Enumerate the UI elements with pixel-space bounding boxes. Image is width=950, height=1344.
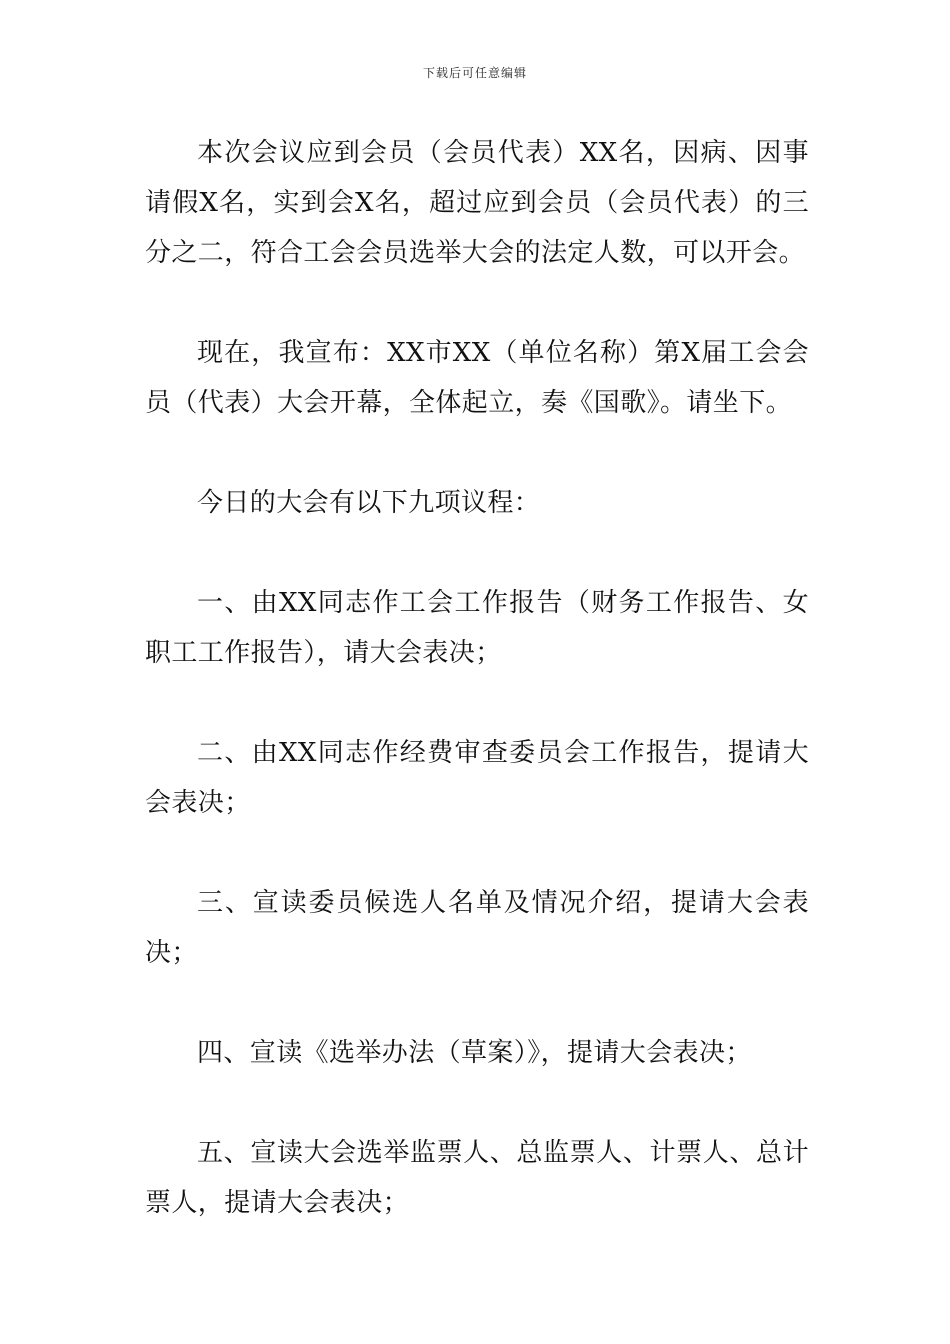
paragraph-agenda-intro: 今日的大会有以下九项议程： [197, 488, 541, 518]
agenda-item-3: 三、宣读委员候选人名单及情况介绍，提请大会表决； [145, 888, 809, 968]
header-note: 下载后可任意编辑 [422, 66, 527, 80]
agenda-item-2: 二、由XX同志作经费审查委员会工作报告，提请大会表决； [145, 738, 809, 818]
paragraph-gap [145, 278, 809, 328]
agenda-item-4: 四、宣读《选举办法（草案）》，提请大会表决； [197, 1038, 752, 1068]
paragraph-gap [145, 428, 809, 478]
document-body [145, 128, 809, 1228]
paragraph-gap [145, 1078, 809, 1128]
paragraph-gap [145, 978, 809, 1028]
paragraph-opening: 现在，我宣布：XX市XX（单位名称）第X届工会会员（代表）大会开幕，全体起立，奏《国歌》。请坐下。 [145, 338, 809, 418]
paragraph-gap [145, 828, 809, 878]
paragraph-attendance: 本次会议应到会员（会员代表）XX名，因病、因事请假X名，实到会X名，超过应到会员（会员代表）的三分之二，符合工会会员选举大会的法定人数，可以开会。 [145, 138, 809, 268]
agenda-item-1: 一、由XX同志作工会工作报告（财务工作报告、女职工工作报告），请大会表决； [145, 588, 809, 668]
agenda-item-5: 五、宣读大会选举监票人、总监票人、计票人、总计票人，提请大会表决； [145, 1138, 809, 1218]
paragraph-gap [145, 528, 809, 578]
paragraph-gap [145, 678, 809, 728]
